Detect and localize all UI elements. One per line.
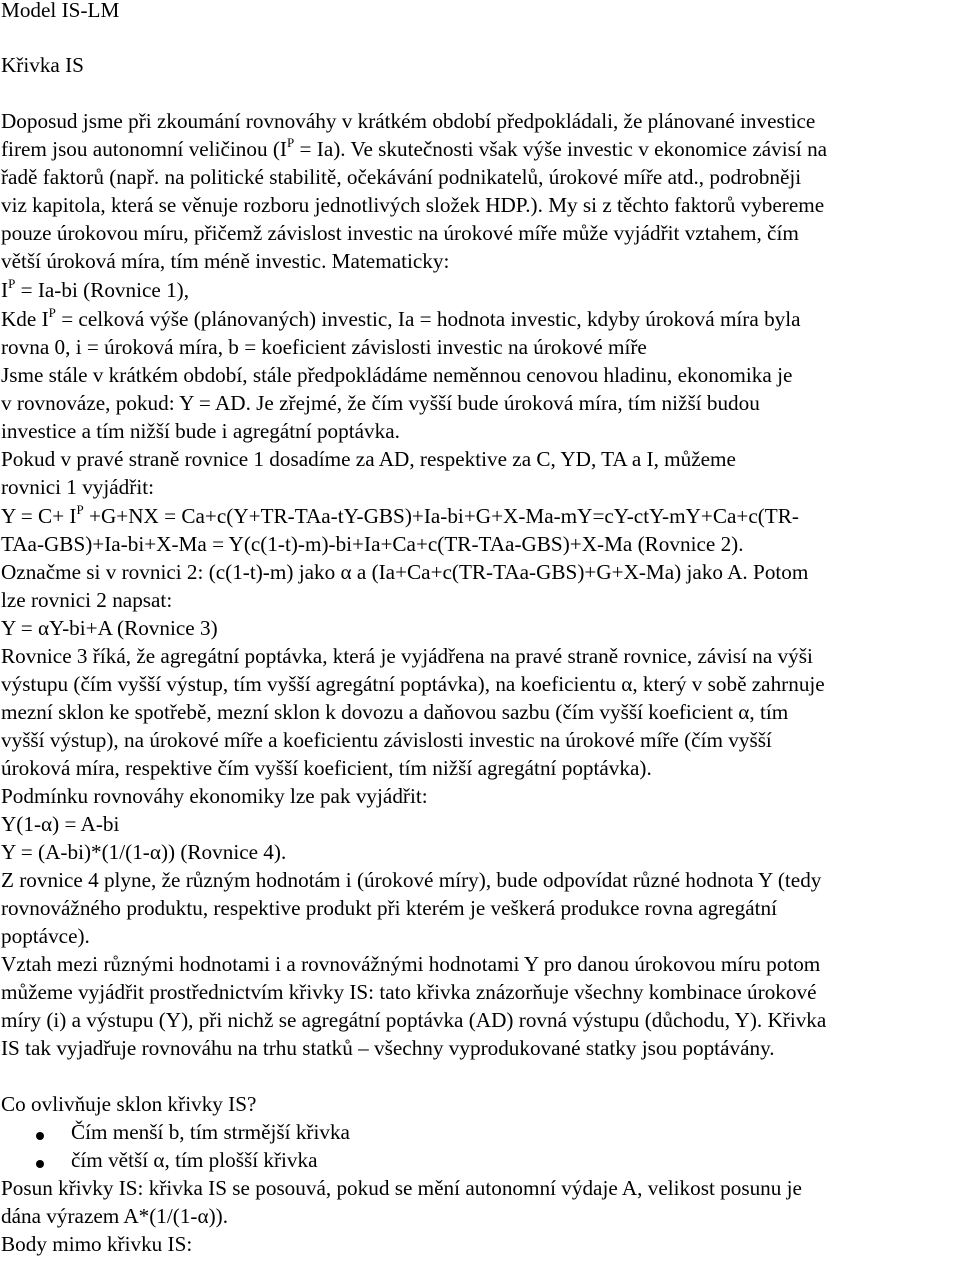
paragraph-line: poptávce). [1,924,90,948]
list-item: čím větší α, tím plošší křivka [71,1148,318,1172]
paragraph-line: míry (i) a výstupu (Y), při nichž se agregátní poptávka (AD) rovná výstupu (důchodu, Y). Křivka [1,1008,827,1032]
paragraph-line: rovnici 1 vyjádřit: [1,475,154,499]
paragraph-line: Jsme stále v krátkém období, stále předpokládáme neměnnou cenovou hladinu, ekonomika je [1,363,793,387]
paragraph-line: můžeme vyjádřit prostřednictvím křivky IS: tato křivka znázorňuje všechny kombinace úrokové [1,980,817,1004]
paragraph-line: Podmínku rovnováhy ekonomiky lze pak vyjádřit: [1,784,428,808]
paragraph-line: IS tak vyjadřuje rovnováhu na trhu statků – všechny vyprodukované statky jsou poptávány. [1,1036,775,1060]
paragraph-line: investice a tím nižší bude i agregátní poptávka. [1,419,400,443]
paragraph-line: viz kapitola, která se věnuje rozboru jednotlivých složek HDP.). My si z těchto faktorů vybereme [1,193,825,217]
paragraph-line: mezní sklon ke spotřebě, mezní sklon k dovozu a daňovou sazbu (čím vyšší koeficient α, tím [1,700,789,724]
paragraph-line: Vztah mezi různými hodnotami i a rovnovážnými hodnotami Y pro danou úrokovou míru potom [1,952,821,976]
paragraph-line: úroková míra, respektive čím vyšší koeficient, tím nižší agregátní poptávka). [1,756,652,780]
paragraph-line: dána výrazem A*(1/(1-α)). [1,1204,228,1228]
definition-line: Kde $I^P$ = celková výše (plánovaných) investic, Ia = hodnota investic, kdyby úroková míra byla [1,304,801,331]
bullet-icon [36,1132,44,1140]
document-title: Model IS-LM [1,0,120,22]
paragraph-line: řadě faktorů (např. na politické stabilitě, očekávání podnikatelů, úrokové míře atd., podrobněji [1,165,802,189]
equation-2-line: $Y = C+ I^P +G+NX = Ca+c(Y+TR-TAa-tY-GBS)+Ia-bi+G+X-Ma-mY=cY-ctY-mY+Ca+c(TR-$ [1,501,799,528]
paragraph-line: pouze úrokovou míru, přičemž závislost investic na úrokové míře může vyjádřit vztahem, čím [1,221,799,245]
paragraph-line: firem jsou autonomní veličinou $(I^P = Ia)$. Ve skutečnosti však výše investic v ekonomice závisí na [1,134,828,161]
paragraph-line: rovnovážného produktu, respektive produkt při kterém je veškerá produkce rovna agregátní [1,896,778,920]
question-heading: Co ovlivňuje sklon křivky IS? [1,1092,257,1116]
paragraph-line: Rovnice 3 říká, že agregátní poptávka, která je vyjádřena na pravé straně rovnice, závisí na výši [1,644,813,668]
equation-3: Y = αY-bi+A (Rovnice 3) [1,616,218,640]
equation-1: $I^P = Ia-bi$ (Rovnice 1), [1,275,190,302]
list-item: Čím menší b, tím strmější křivka [71,1120,350,1144]
paragraph-line: Označme si v rovnici 2: (c(1-t)-m) jako α a (Ia+Ca+c(TR-TAa-GBS)+G+X-Ma) jako A. Potom [1,560,809,584]
paragraph-line: výstupu (čím vyšší výstup, tím vyšší agregátní poptávka), na koeficientu α, který v sobě zahrnuje [1,672,825,696]
paragraph-line: větší úroková míra, tím méně investic. Matematicky: [1,249,450,273]
equation-4a: Y(1-α) = A-bi [1,812,120,836]
paragraph-line: Body mimo křivku IS: [1,1232,193,1256]
equation-2-line: TAa-GBS)+Ia-bi+X-Ma = Y(c(1-t)-m)-bi+Ia+Ca+c(TR-TAa-GBS)+X-Ma (Rovnice 2). [1,532,744,556]
paragraph-line: Pokud v pravé straně rovnice 1 dosadíme za AD, respektive za C, YD, TA a I, můžeme [1,447,736,471]
equation-4b: Y = (A-bi)*(1/(1-α)) (Rovnice 4). [1,840,287,864]
section-heading: Křivka IS [1,53,84,77]
paragraph-line: vyšší výstup), na úrokové míře a koeficientu závislosti investic na úrokové míře (čím vyšší [1,728,772,752]
paragraph-line: v rovnováze, pokud: Y = AD. Je zřejmé, že čím vyšší bude úroková míra, tím nižší budou [1,391,760,415]
definition-line: rovna 0, i = úroková míra, b = koeficient závislosti investic na úrokové míře [1,335,647,359]
paragraph-line: Z rovnice 4 plyne, že různým hodnotám i (úrokové míry), bude odpovídat různé hodnota Y (tedy [1,868,822,892]
bullet-icon [36,1160,44,1168]
paragraph-line: Posun křivky IS: křivka IS se posouvá, pokud se mění autonomní výdaje A, velikost posunu je [1,1176,802,1200]
paragraph-line: lze rovnici 2 napsat: [1,588,173,612]
paragraph-line: Doposud jsme při zkoumání rovnováhy v krátkém období předpokládali, že plánované investice [1,109,816,133]
